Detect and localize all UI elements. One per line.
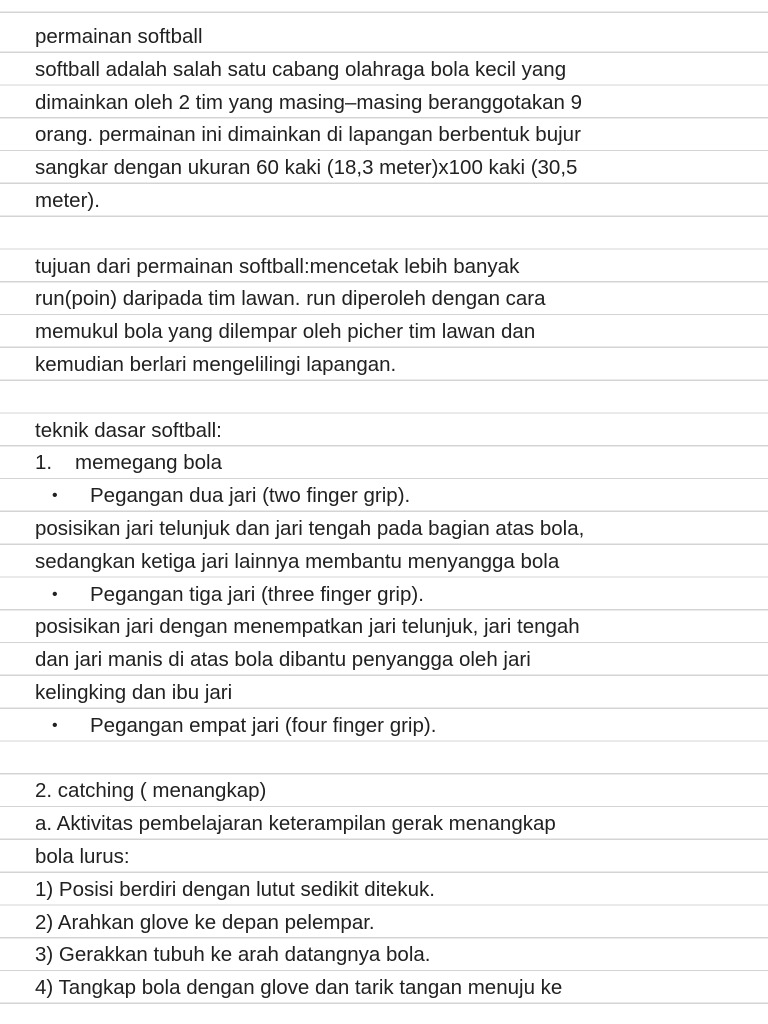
intro-line: sangkar dengan ukuran 60 kaki (18,3 meter)x100 kaki (30,5 [35,156,578,180]
grip-desc-line: sedangkan ketiga jari lainnya membantu menyangga bola [35,549,560,573]
grip-desc-line: posisikan jari telunjuk dan jari tengah pada bagian atas bola, [35,516,585,540]
list-number: 1. [35,451,53,475]
catching-sub-line: a. Aktivitas pembelajaran keterampilan gerak menangkap [35,812,556,836]
bullet-text: Pegangan empat jari (four finger grip). [90,713,437,737]
catching-sub-line: bola lurus: [35,844,130,868]
goal-line: kemudian berlari mengelilingi lapangan. [35,352,397,376]
list-item-1 [0,447,768,480]
bullet-item-two-finger [0,480,768,513]
bullet-icon: • [52,487,58,505]
bullet-item-three-finger [0,579,768,612]
list-label: memegang bola [75,451,223,475]
blank-line [0,218,768,251]
grip-desc-line: dan jari manis di atas bola dibantu penyangga oleh jari [35,648,531,672]
grip-desc-line: kelingking dan ibu jari [35,680,233,704]
goal-line: memukul bola yang dilempar oleh picher tim lawan dan [35,320,536,344]
blank-line [0,382,768,415]
catching-step: 1) Posisi berdiri dengan lutut sedikit ditekuk. [35,877,435,901]
catching-step: 2) Arahkan glove ke depan pelempar. [35,910,375,934]
blank-line [0,743,768,776]
bullet-text: Pegangan dua jari (two finger grip). [90,484,411,508]
catching-heading: 2. catching ( menangkap) [35,779,267,803]
bullet-item-four-finger [0,710,768,743]
bullet-icon: • [52,585,58,603]
goal-line: tujuan dari permainan softball:mencetak lebih banyak [35,254,520,278]
intro-line: dimainkan oleh 2 tim yang masing–masing beranggotakan 9 [35,90,583,114]
grip-desc-line: posisikan jari dengan menempatkan jari telunjuk, jari tengah [35,615,580,639]
bullet-text: Pegangan tiga jari (three finger grip). [90,582,424,606]
intro-line: meter). [35,188,100,212]
catching-step: 3) Gerakkan tubuh ke arah datangnya bola. [35,943,431,967]
intro-line: orang. permainan ini dimainkan di lapangan berbentuk bujur [35,123,581,147]
goal-line: run(poin) daripada tim lawan. run diperoleh dengan cara [35,287,546,311]
intro-line: softball adalah salah satu cabang olahraga bola kecil yang [35,57,567,81]
note-page [0,21,768,1005]
techniques-heading: teknik dasar softball: [35,418,222,442]
catching-step: 4) Tangkap bola dengan glove dan tarik tangan menuju ke [35,976,563,1000]
bullet-icon: • [52,716,58,734]
note-title: permainan softball [35,25,203,48]
